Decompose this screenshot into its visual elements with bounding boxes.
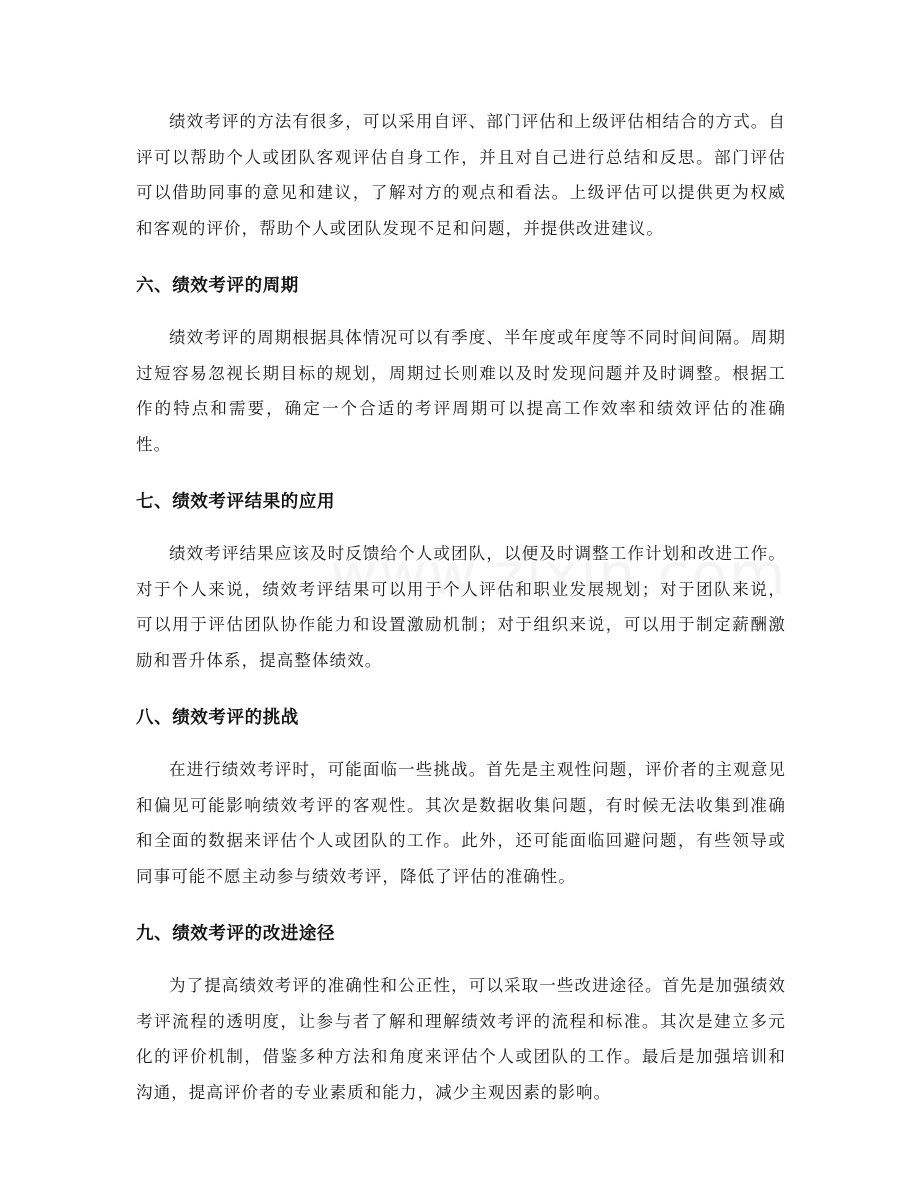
- document-body: [136, 104, 786, 1110]
- section-paragraph-9: 为了提高绩效考评的准确性和公正性，可以采取一些改进途径。首先是加强绩效考评流程的透明度，让参与者了解和理解绩效考评的流程和标准。其次是建立多元化的评价机制，借鉴多种方法和角度来评估个人或团队的工作。最后是加强培训和沟通，提高评价者的专业素质和能力，减少主观因素的影响。: [136, 976, 786, 1102]
- intro-paragraph: 绩效考评的方法有很多，可以采用自评、部门评估和上级评估相结合的方式。自评可以帮助个人或团队客观评估自身工作，并且对自己进行总结和反思。部门评估可以借助同事的意见和建议，了解对方的观点和看法。上级评估可以提供更为权威和客观的评价，帮助个人或团队发现不足和问题，并提供改进建议。: [136, 112, 786, 238]
- section-heading-7: 七、绩效考评结果的应用: [136, 492, 336, 512]
- section-heading-8: 八、绩效考评的挑战: [136, 708, 299, 728]
- section-heading-6: 六、绩效考评的周期: [136, 276, 299, 296]
- section-paragraph-8: 在进行绩效考评时，可能面临一些挑战。首先是主观性问题，评价者的主观意见和偏见可能影响绩效考评的客观性。其次是数据收集问题，有时候无法收集到准确和全面的数据来评估个人或团队的工作。此外，还可能面临回避问题，有些领导或同事可能不愿主动参与绩效考评，降低了评估的准确性。: [136, 760, 786, 886]
- section-heading-9: 九、绩效考评的改进途径: [136, 924, 336, 944]
- section-paragraph-7: 绩效考评结果应该及时反馈给个人或团队，以便及时调整工作计划和改进工作。对于个人来说，绩效考评结果可以用于个人评估和职业发展规划；对于团队来说，可以用于评估团队协作能力和设置激励机制；对于组织来说，可以用于制定薪酬激励和晋升体系，提高整体绩效。: [136, 544, 786, 670]
- section-paragraph-6: 绩效考评的周期根据具体情况可以有季度、半年度或年度等不同时间间隔。周期过短容易忽视长期目标的规划，周期过长则难以及时发现问题并及时调整。根据工作的特点和需要，确定一个合适的考评周期可以提高工作效率和绩效评估的准确性。: [136, 328, 786, 454]
